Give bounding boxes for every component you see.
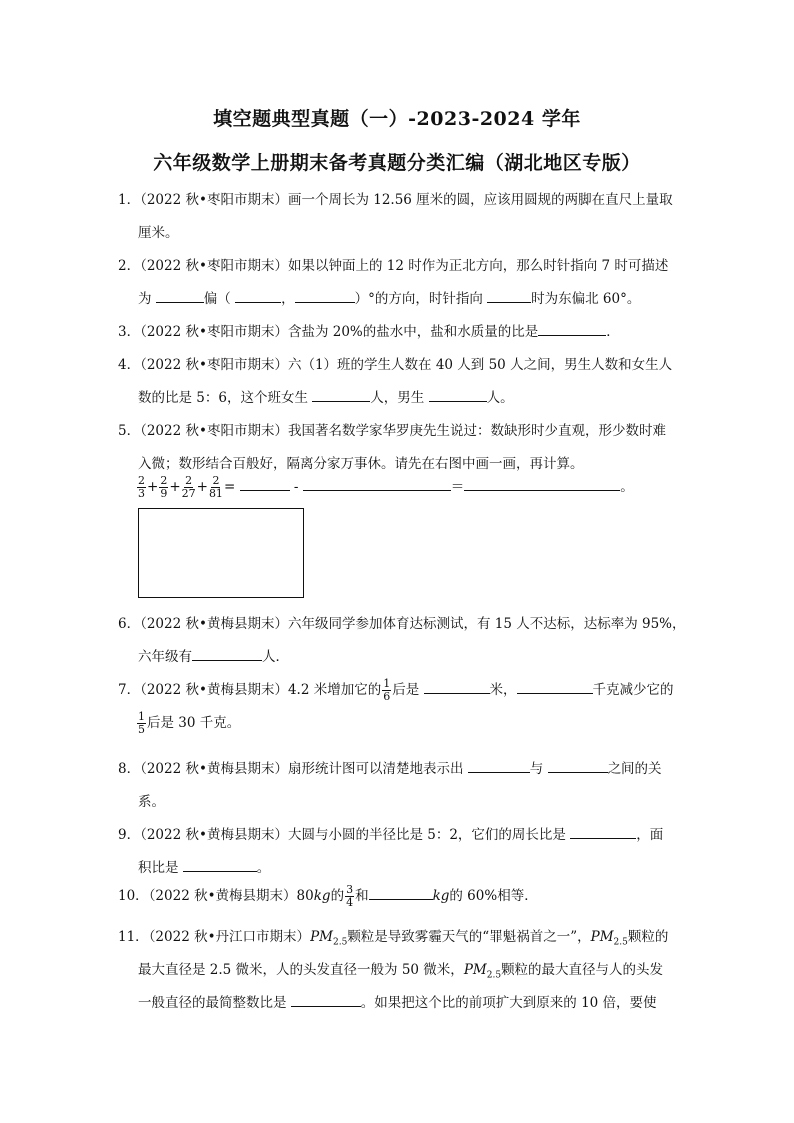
- question-5-number: 5．: [118, 423, 141, 439]
- fraction: [182, 475, 196, 500]
- question-1-text: （2022 秋•枣阳市期末）画一个周长为 12.56 厘米的圆，应该用圆规的两脚在直尺上量取: [140, 192, 673, 208]
- question-3-line1: [118, 320, 620, 340]
- frac-num: 1: [383, 677, 391, 690]
- answer-blank[interactable]: [487, 288, 531, 303]
- question-8-line2: [138, 790, 165, 810]
- q9-text-a: （2022 秋•黄梅县期末）大圆与小圆的半径比是 5：2，它们的周长比是: [140, 827, 566, 843]
- q7-text-d: 千克减少它的: [592, 682, 674, 698]
- answer-blank[interactable]: [303, 476, 451, 491]
- answer-blank[interactable]: [240, 476, 290, 491]
- answer-blank[interactable]: [464, 476, 620, 491]
- answer-blank[interactable]: [538, 321, 606, 336]
- question-3-number: 3．: [118, 324, 141, 340]
- answer-blank[interactable]: [295, 288, 355, 303]
- question-9-line2: [138, 856, 270, 876]
- question-7-line1: [118, 678, 674, 703]
- q2-text-d: ）°的方向，时针指向: [354, 291, 483, 307]
- fraction: [345, 884, 354, 909]
- question-11-line1: [118, 925, 668, 948]
- q9-text-c: 积比是: [138, 860, 179, 876]
- q4-text-a: 数的比是 5：6，这个班女生: [138, 390, 308, 406]
- question-5-line1: [118, 419, 666, 439]
- answer-blank[interactable]: [183, 857, 257, 872]
- frac-den: 6: [383, 690, 391, 703]
- answer-blank[interactable]: [570, 824, 636, 839]
- question-6-number: 6．: [118, 616, 141, 632]
- frac-den: 5: [138, 723, 145, 736]
- answer-blank[interactable]: [468, 758, 530, 773]
- pm-subscript: 2.5: [486, 970, 502, 981]
- question-1-number: 1．: [118, 192, 141, 208]
- question-7-number: 7．: [118, 682, 141, 698]
- q11-text-c: 颗粒的: [627, 929, 669, 945]
- question-6-line2: [138, 645, 289, 665]
- question-10-number: 10．: [118, 888, 149, 904]
- q11-text-d: 最大直径是 2.5 微米，人的头发直径一般为 50 微米，: [138, 962, 464, 978]
- question-9-number: 9．: [118, 827, 141, 843]
- answer-blank[interactable]: [156, 288, 204, 303]
- fraction: [137, 475, 146, 500]
- q8-text-a: （2022 秋•黄梅县期末）扇形统计图可以清楚地表示出: [140, 761, 464, 777]
- q11-text-b: 颗粒是导致雾霾天气的“罪魁祸首之一”，: [347, 929, 591, 945]
- document-title-line2: 六年级数学上册期末备考真题分类汇编（湖北地区专版）: [153, 152, 641, 174]
- question-6-text: （2022 秋•黄梅县期末）六年级同学参加体育达标测试，有 15 人不达标，达标率为 95%，: [140, 616, 686, 632]
- question-11-number: 11．: [118, 929, 149, 945]
- q8-text-d: 系。: [138, 794, 165, 810]
- answer-blank[interactable]: [369, 885, 433, 900]
- question-4-line2: [138, 386, 514, 406]
- q3-end: ．: [606, 324, 620, 340]
- q2-text-a: 为: [138, 291, 152, 307]
- plus-sign: +: [147, 479, 159, 495]
- answer-blank[interactable]: [548, 758, 608, 773]
- pm-subscript: 2.5: [613, 937, 628, 948]
- q10-text-c: 和: [355, 888, 369, 904]
- q10-text-d: 的 60%相等．: [449, 888, 538, 904]
- drawing-box[interactable]: [138, 508, 304, 598]
- q7-text-c: 米，: [489, 682, 517, 698]
- q2-text-c: ，: [281, 291, 295, 307]
- fraction: [137, 711, 146, 736]
- question-1-text-cont: 厘米。: [138, 225, 179, 241]
- question-2-number: 2．: [118, 258, 141, 274]
- frac-num: 3: [346, 883, 354, 896]
- answer-blank[interactable]: [291, 992, 361, 1007]
- answer-blank[interactable]: [517, 679, 593, 694]
- frac-den: 3: [138, 487, 145, 500]
- question-5-text: （2022 秋•枣阳市期末）我国著名数学家华罗庚先生说过：数缺形时少直观，形少数时难: [140, 423, 666, 439]
- q4-text-b: 人，男生: [370, 390, 425, 406]
- question-2-line2: [138, 287, 640, 307]
- pm-label: PM: [590, 929, 614, 945]
- q6-text-a: 六年级有: [138, 649, 192, 665]
- q7-text-a: （2022 秋•黄梅县期末）4.2 米增加它的: [140, 682, 382, 698]
- answer-blank[interactable]: [312, 387, 370, 402]
- question-8-number: 8．: [118, 761, 141, 777]
- question-6-line1: [118, 612, 686, 632]
- q11-text-g: 。如果把这个比的前项扩大到原来的 10 倍，要使: [360, 995, 657, 1011]
- q10-text-a: （2022 秋•黄梅县期末）80: [148, 888, 314, 904]
- question-1-line2: [138, 221, 179, 241]
- frac-num: 2: [185, 474, 193, 487]
- question-7-line2: [136, 711, 240, 736]
- frac-num: 2: [212, 474, 220, 487]
- document-title-line1: 填空题典型真题（一）-2023-2024 学年: [213, 108, 581, 130]
- frac-den: 4: [346, 896, 354, 909]
- question-10-line1: [118, 884, 538, 909]
- equals-sign: =: [223, 479, 236, 495]
- q5-end: 。: [620, 479, 634, 495]
- q4-text-c: 人。: [486, 390, 514, 406]
- unit-kg: kg: [313, 888, 331, 904]
- frac-num: 2: [138, 474, 145, 487]
- q11-text-f: 一般直径的最简整数比是: [138, 995, 287, 1011]
- q2-text-e: 时为东偏北 60°。: [531, 291, 641, 307]
- fraction: [159, 475, 168, 500]
- q9-text-d: 。: [256, 860, 271, 876]
- q7-text-b: 后是: [392, 682, 420, 698]
- plus-sign: +: [196, 479, 208, 495]
- equals-sign-2: ＝: [450, 479, 465, 495]
- q2-text-b: 偏（: [203, 291, 231, 307]
- question-1-line1: [118, 188, 673, 208]
- question-2-line1: [118, 254, 668, 274]
- fraction: [209, 475, 223, 500]
- question-4-number: 4．: [118, 357, 141, 373]
- plus-sign: +: [169, 479, 181, 495]
- frac-den: 9: [160, 487, 168, 500]
- frac-den: 81: [208, 487, 223, 500]
- question-11-line3: [138, 991, 657, 1011]
- pm-label: PM: [463, 962, 487, 978]
- q9-text-b: ，面: [636, 827, 664, 843]
- q11-text-e: 颗粒的最大直径与人的头发: [501, 962, 664, 978]
- answer-blank[interactable]: [235, 288, 281, 303]
- fraction: [382, 678, 391, 703]
- answer-blank[interactable]: [192, 646, 262, 661]
- q8-text-b: 与: [529, 761, 544, 777]
- pm-subscript: 2.5: [332, 937, 348, 948]
- question-2-text: （2022 秋•枣阳市期末）如果以钟面上的 12 时作为正北方向，那么时针指向 7 时可描述: [140, 258, 669, 274]
- question-4-line1: [118, 353, 672, 373]
- question-5-text-cont: 入微；数形结合百般好，隔离分家万事休。请先在右图中画一画，再计算。: [138, 456, 584, 472]
- answer-blank[interactable]: [429, 387, 487, 402]
- q8-text-c: 之间的关: [607, 761, 662, 777]
- answer-blank[interactable]: [424, 679, 490, 694]
- q11-text-a: （2022 秋•丹江口市期末）: [148, 929, 311, 945]
- frac-num: 2: [160, 474, 168, 487]
- question-9-line1: [118, 823, 663, 843]
- pm-label: PM: [310, 929, 333, 945]
- question-5-line2: [138, 452, 584, 472]
- q7-text-e: 后是 30 千克。: [147, 715, 241, 731]
- question-3-text: （2022 秋•枣阳市期末）含盐为 20%的盐水中，盐和水质量的比是: [140, 324, 539, 340]
- frac-num: 1: [138, 710, 145, 723]
- question-5-equation: [136, 475, 634, 500]
- q10-text-b: 的: [330, 888, 345, 904]
- question-11-line2: [138, 958, 663, 981]
- question-8-line1: [118, 757, 662, 777]
- q6-text-b: 人．: [262, 649, 289, 665]
- minus-sign: -: [293, 479, 299, 495]
- frac-den: 27: [181, 487, 196, 500]
- unit-kg: kg: [432, 888, 450, 904]
- question-4-text: （2022 秋•枣阳市期末）六（1）班的学生人数在 40 人到 50 人之间，男生人数和女生人: [140, 357, 673, 373]
